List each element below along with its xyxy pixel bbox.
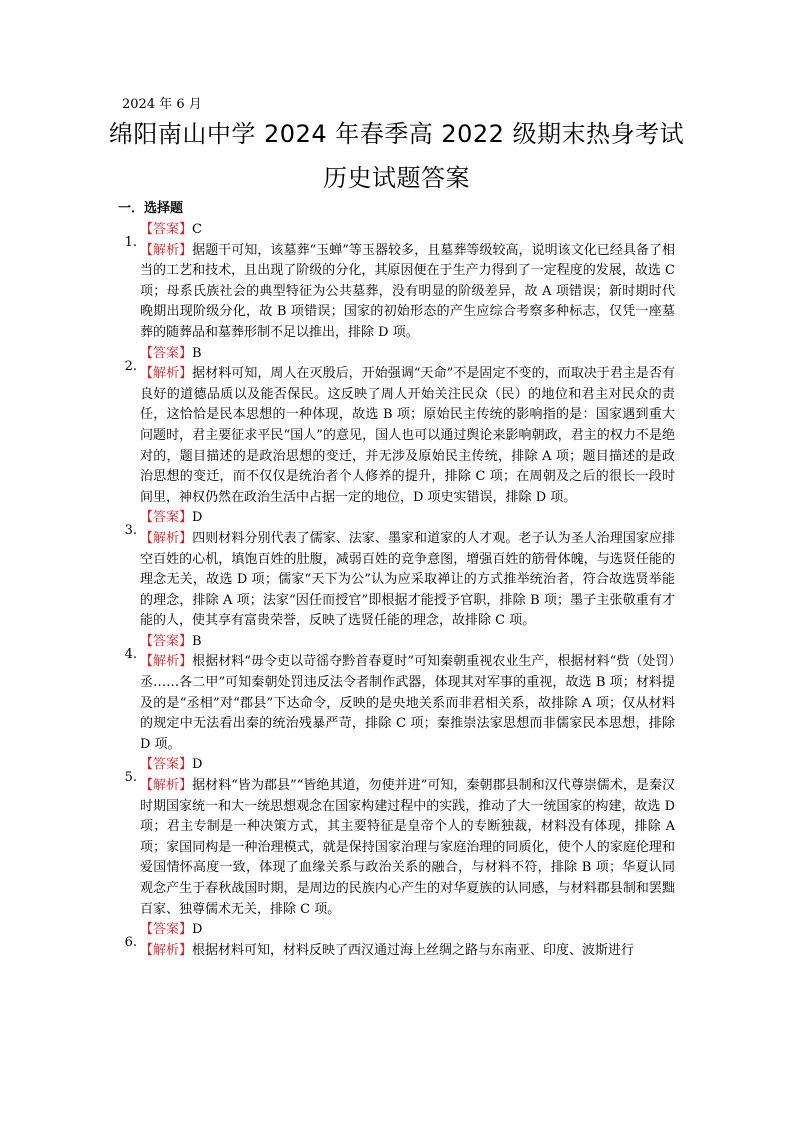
analysis-text: 据材料“皆为郡县”“皆绝其道，勿使并进”可知，秦朝郡县制和汉代尊崇儒术，是秦汉时期国家统一和大一统思想观念在国家构建过程中的实践，推动了大一统国家的构建，故选 D 项；君主专制是一种决策方式，其主要特征是皇帝个人的专断独裁，材料没有体现，排除 A 项；家国同构是一种治理模式，就是保持国家治理与家庭治理的同质化，使个人的家庭伦理和爱国情怀高度一致，体现了血缘关系与政治关系的融合，与材料不符，排除 B 项；华夏认同观念产生于春秋战国时期，是周边的民族内心产生的对华夏族的认同感，与材料郡县制和罢黜百家、独尊儒术无关，排除 C 项。 <box>140 778 675 917</box>
analysis-paragraph <box>140 529 675 632</box>
question-item <box>124 755 675 920</box>
analysis-text: 据材料可知，周人在灭殷后，开始强调“天命”不是固定不变的，而取决于君主是否有良好的道德品质以及能否保民。这反映了周人开始关注民众（民）的地位和君主对民众的责任，这恰恰是民本思想的一种体现，故选 B 项；原始民主传统的影响指的是：国家遇到重大问题时，君主要征求平民“国人”的意见，国人也可以通过舆论来影响朝政，君主的权力不是绝对的，题目描述的是政治思想的变迁，并无涉及原始民主传统，排除 A 项；题目描述的是政治思想的变迁，而不仅仅是统治者个人修养的提升，排除 C 项；在周朝及之后的很长一段时间里，神权仍然在政治生活中占据一定的地位，D 项史实错误，排除 D 项。 <box>140 366 675 505</box>
analysis-paragraph <box>140 941 675 962</box>
analysis-text: 根据材料“毋令吏以苛徭夺黔首春夏时”可知秦朝重视农业生产，根据材料“赀（处罚）丞……各二甲”可知秦朝处罚违反法令者制作武器，体现其对军事的重视，故选 B 项；材料提及的是“丞相”对“郡县”下达命令，反映的是央地关系而非君相关系，故排除 A 项；仅从材料的规定中无法看出秦的统治残暴严苛，排除 C 项；秦推崇法家思想而非儒家民本思想，排除 D 项。 <box>140 654 675 752</box>
answer-value: D <box>192 510 203 526</box>
analysis-tag: 【解析】 <box>140 530 193 546</box>
question-item <box>124 220 675 344</box>
analysis-paragraph <box>140 241 675 344</box>
answer-tag: 【答案】 <box>140 345 193 361</box>
answer-value: B <box>192 633 202 649</box>
question-item <box>124 632 675 756</box>
exam-date: 2024 年 6 月 <box>122 97 202 112</box>
answer-value: D <box>192 757 203 773</box>
question-number: 4. <box>124 646 137 662</box>
answer-value: C <box>192 222 202 237</box>
analysis-tag: 【解析】 <box>140 654 193 670</box>
answer-tag: 【答案】 <box>140 922 193 938</box>
answer-value: D <box>192 922 203 938</box>
analysis-tag: 【解析】 <box>140 778 193 794</box>
question-number: 2. <box>124 358 137 374</box>
question-number: 3. <box>124 523 137 539</box>
question-item <box>124 508 675 632</box>
exam-subtitle: 历史试题答案 <box>323 164 470 192</box>
answer-tag: 【答案】 <box>140 757 193 773</box>
answer-tag: 【答案】 <box>140 222 193 237</box>
analysis-text: 根据材料可知，材料反映了西汉通过海上丝绸之路与东南亚、印度、波斯进行 <box>192 942 635 958</box>
question-item <box>124 920 675 961</box>
question-number: 5. <box>124 770 137 786</box>
question-number: 6. <box>124 935 137 951</box>
analysis-text: 据题干可知，该墓葬“玉蝉”等玉器较多，且墓葬等级较高，说明该文化已经具备了相当的工艺和技术，且出现了阶级的分化，其原因便在于生产力得到了一定程度的发展，故选 C 项；母系氏族社会的典型特征为公共墓葬，没有明显的阶级差异，故 A 项错误；新时期时代晚期出现阶级分化，故 B 项错误；国家的初始形态的产生应综合考察多种标志，仅凭一座墓葬的随葬品和墓葬形制不足以推出，排除 D 项。 <box>140 242 675 340</box>
question-list <box>124 220 675 961</box>
section-heading: 一．选择题 <box>118 201 184 216</box>
answer-tag: 【答案】 <box>140 510 193 526</box>
analysis-tag: 【解析】 <box>140 242 193 258</box>
analysis-tag: 【解析】 <box>140 366 193 382</box>
question-item <box>124 344 675 509</box>
analysis-paragraph <box>140 652 675 755</box>
question-number: 1. <box>124 235 137 250</box>
analysis-tag: 【解析】 <box>140 942 193 958</box>
answer-tag: 【答案】 <box>140 633 193 649</box>
exam-title: 绵阳南山中学 2024 年春季高 2022 级期末热身考试 <box>108 120 685 148</box>
analysis-text: 四则材料分别代表了儒家、法家、墨家和道家的人才观。老子认为圣人治理国家应排空百姓的心机，填饱百姓的肚腹，减弱百姓的竞争意图，增强百姓的筋骨体魄，与选贤任能的理念无关，故选 D 项；儒家“天下为公”认为应采取禅让的方式推举统治者，符合故选贤举能的理念，排除 A 项；法家“因任而授官”即根据才能授予官职，排除 B 项；墨子主张敬重有才能的人，使其享有富贵荣誉，反映了选贤任能的理念，故排除 C 项。 <box>140 530 675 629</box>
analysis-paragraph <box>140 364 675 508</box>
answer-value: B <box>192 345 202 361</box>
analysis-paragraph <box>140 776 675 920</box>
